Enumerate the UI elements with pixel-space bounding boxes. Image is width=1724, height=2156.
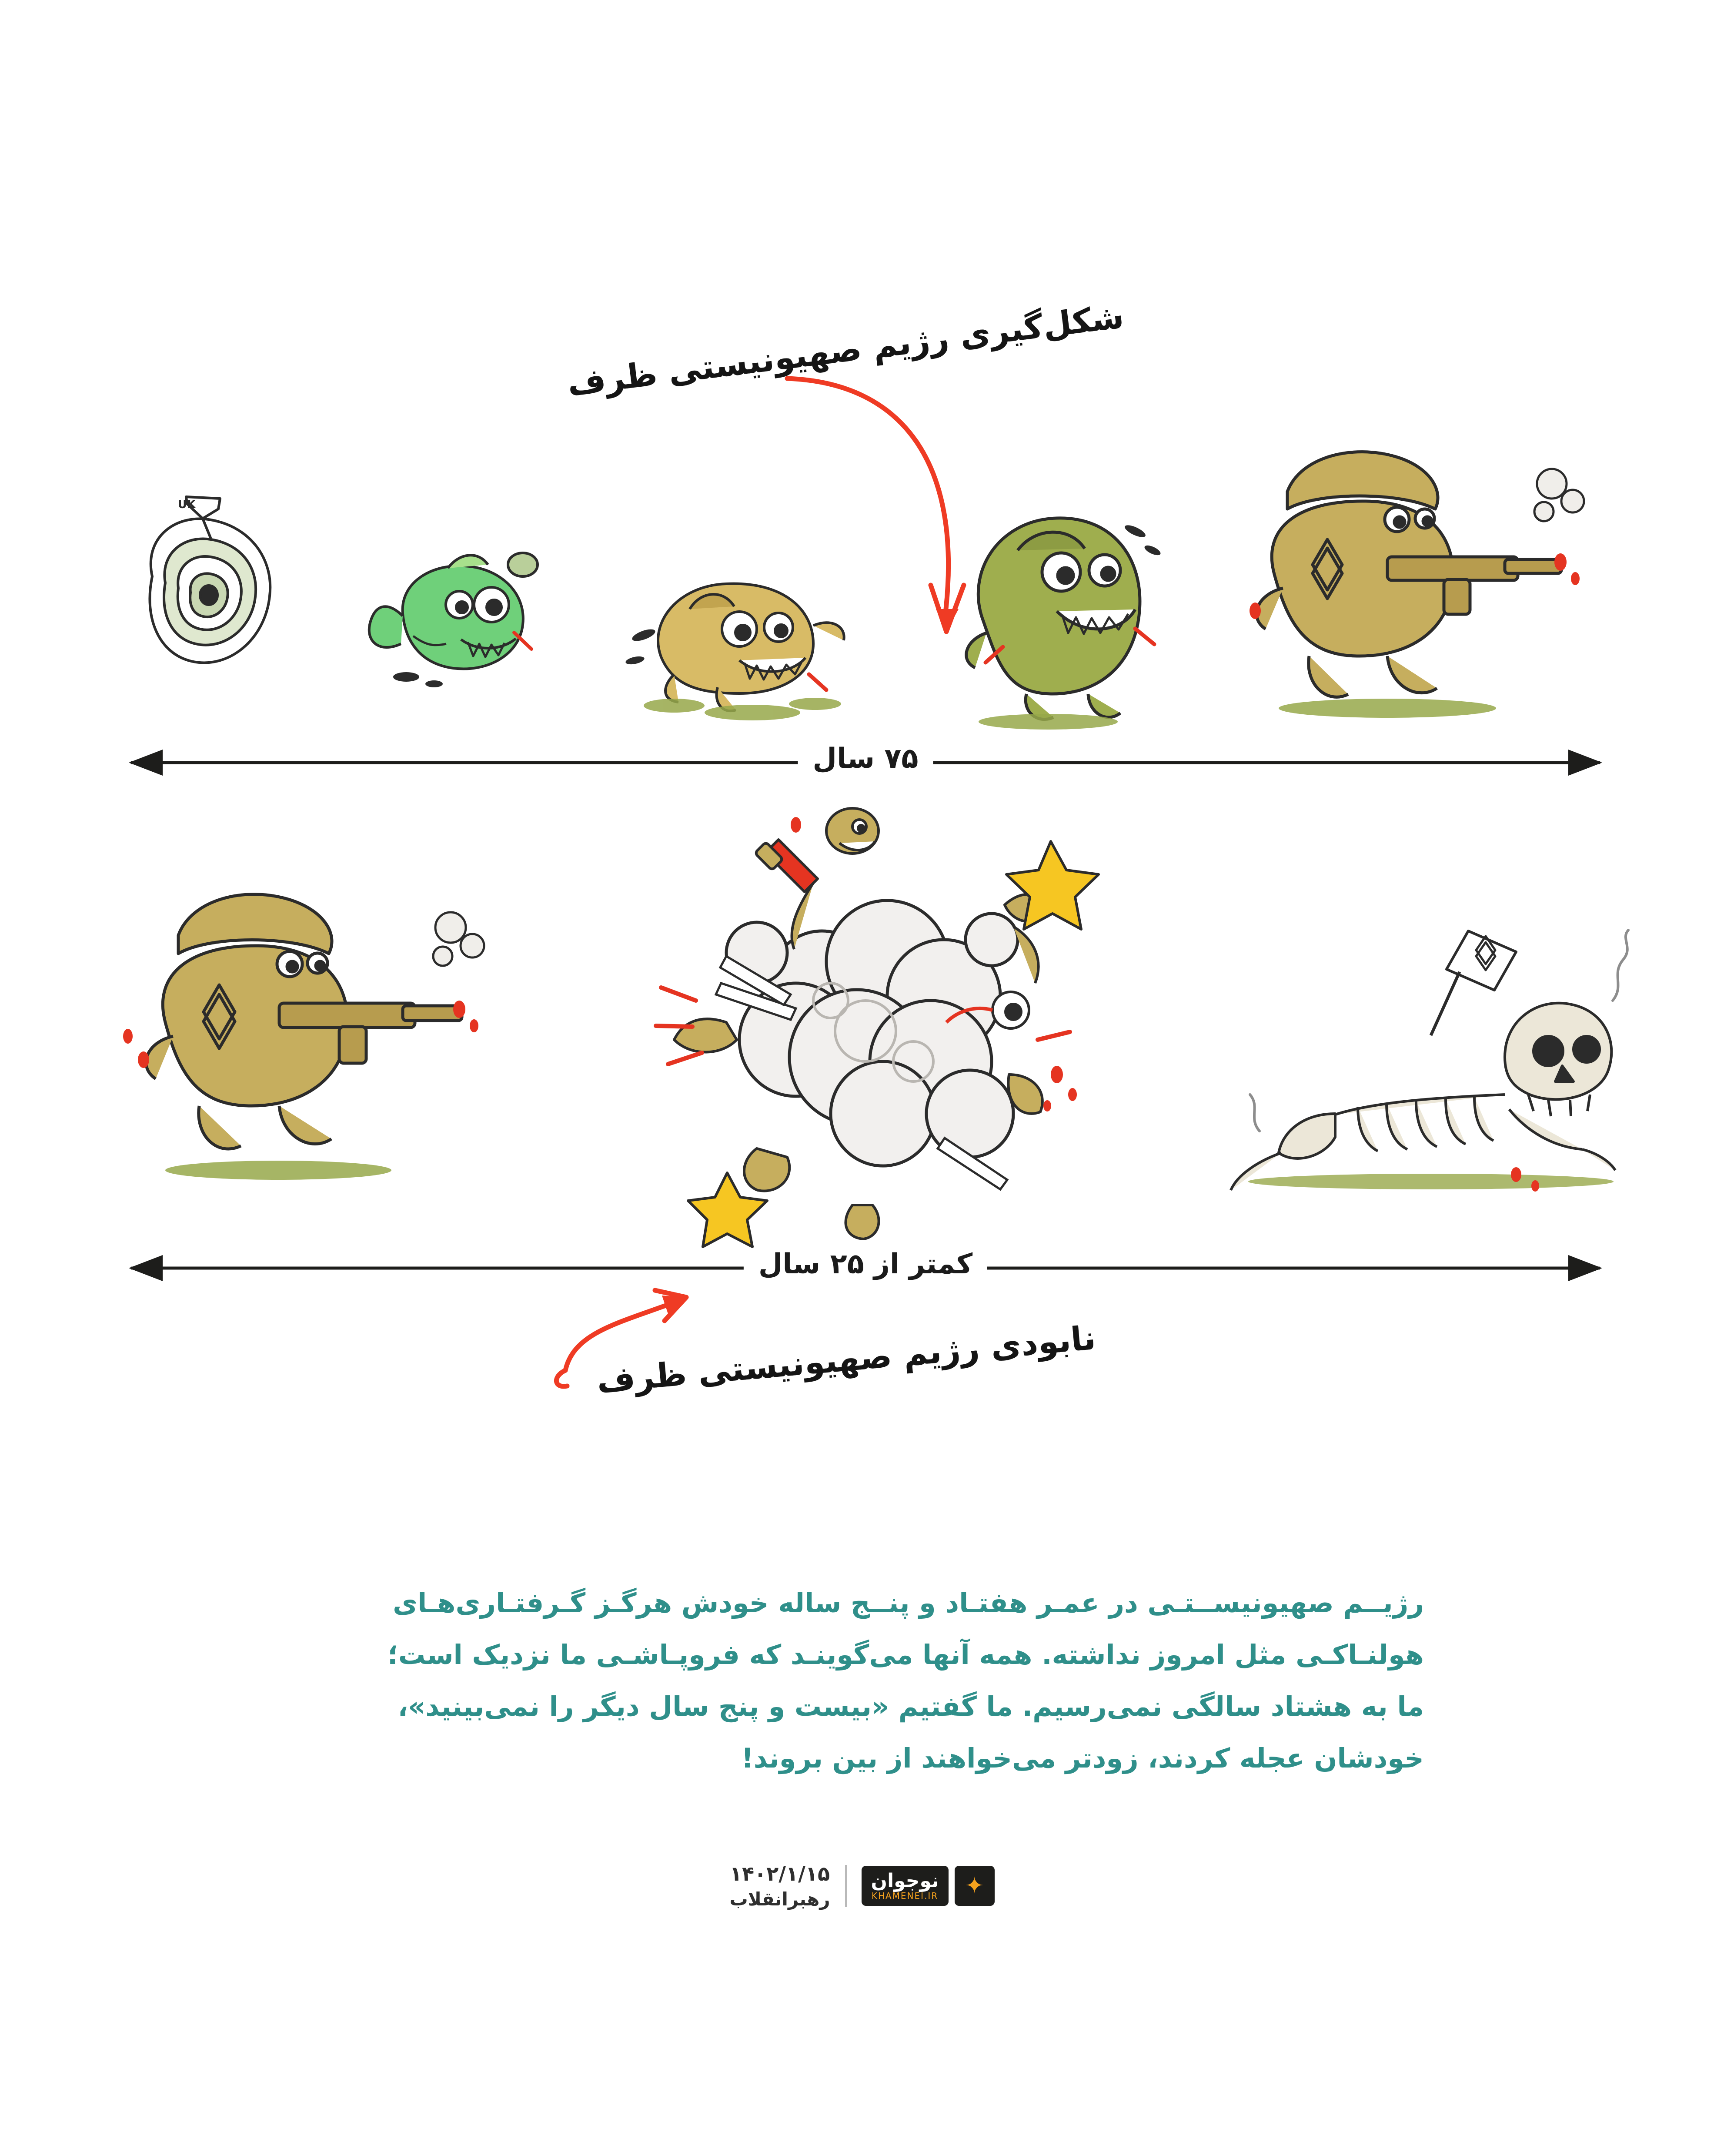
quote-line-3: ما به هشتاد سالگی نمی‌رسیم. ما گفتیم «بیست و پنج سال دیگر را نمی‌بینید»، bbox=[398, 1691, 1424, 1723]
brand-logo[interactable] bbox=[862, 1866, 995, 1906]
illustration-standing-monster bbox=[918, 489, 1179, 733]
illustration-armed-soldier-monster-top bbox=[1200, 426, 1592, 731]
illustration-fish-creature bbox=[361, 539, 548, 696]
timeline-bottom bbox=[130, 1248, 1600, 1281]
footer-divider bbox=[845, 1865, 847, 1907]
illustration-target-bullseye bbox=[117, 496, 304, 696]
footer-meta bbox=[729, 1860, 830, 1912]
annotation-bottom-label: نابودی رژیم صهیونیستی ظرف bbox=[595, 1318, 1097, 1400]
emblem-glyph: ✦ bbox=[965, 1873, 984, 1899]
quote-line-2: هولنـاکـی مثل امروز نداشته. همه آنها می‌گوینـد که فروپـاشـی ما نزدیک است؛ bbox=[388, 1639, 1424, 1671]
quote-line-1: رژیــم صهیونیســتـی در عمـر هفتـاد و پنــج ساله خودش هرگـز گـرفتـاری‌هـای bbox=[393, 1587, 1424, 1619]
timeline-top-caption: ۷۵ سال bbox=[798, 743, 933, 775]
illustration-crawling-creature bbox=[609, 544, 879, 726]
timeline-top-arrow-left bbox=[129, 750, 163, 776]
svg-text:UK: UK bbox=[177, 498, 196, 511]
timeline-bottom-caption: کمتر از ۲۵ سال bbox=[744, 1248, 987, 1280]
attribution: رهبرانقلاب bbox=[729, 1888, 830, 1910]
timeline-bottom-arrow-right bbox=[1568, 1255, 1602, 1281]
timeline-top-arrow-right bbox=[1568, 750, 1602, 776]
brand-wordmark bbox=[862, 1866, 949, 1906]
arrow-bottom-curved bbox=[548, 1270, 774, 1392]
quote-text bbox=[300, 1577, 1424, 1784]
publish-date: ۱۴۰۲/۱/۱۵ bbox=[729, 1861, 830, 1885]
timeline-bottom-arrow-left bbox=[129, 1255, 163, 1281]
quote-line-4: خودشان عجله کردند، زودتر می‌خواهند از بین بروند! bbox=[741, 1742, 1424, 1774]
footer bbox=[0, 1845, 1724, 1927]
annotation-top-label: شکل‌گیری رژیم صهیونیستی ظرف bbox=[565, 296, 1126, 404]
brand-name: نوجوان bbox=[871, 1869, 939, 1892]
brand-site: KHAMENEI.IR bbox=[871, 1891, 939, 1902]
illustration-explosion-blast bbox=[552, 796, 1179, 1266]
illustration-armed-soldier-monster-bottom bbox=[83, 866, 491, 1196]
illustration-skeleton-remains bbox=[1205, 927, 1631, 1231]
timeline-top bbox=[130, 743, 1600, 775]
khamenei-emblem-icon bbox=[955, 1866, 995, 1906]
